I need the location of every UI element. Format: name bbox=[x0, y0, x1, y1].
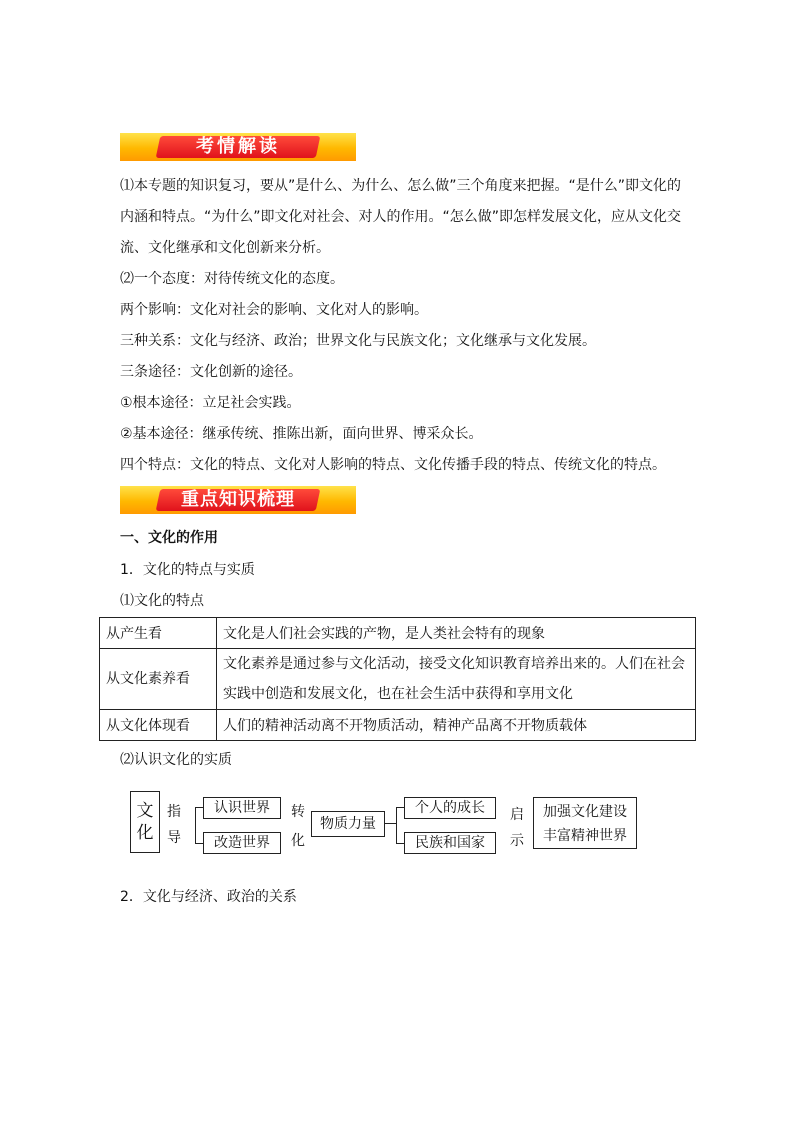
intro-line: 内涵和特点。“为什么”即文化对社会、对人的作用。“怎么做”即怎样发展文化，应从文化交 bbox=[120, 209, 682, 225]
connector-line bbox=[195, 807, 203, 808]
label-transform-bottom: 化 bbox=[291, 833, 305, 849]
subsection-heading: 1．文化的特点与实质 bbox=[120, 562, 255, 578]
diagram-box-know-world: 认识世界 bbox=[203, 797, 281, 819]
diagram-box-culture bbox=[130, 791, 160, 853]
intro-line: 三种关系：文化与经济、政治；世界文化与民族文化；文化继承与文化发展。 bbox=[120, 333, 596, 349]
diagram-result-line: 丰富精神世界 bbox=[543, 828, 627, 844]
banner-title: 考情解读 bbox=[196, 136, 280, 157]
banner-title: 重点知识梳理 bbox=[181, 489, 295, 510]
label-inspire-bottom: 示 bbox=[510, 833, 524, 849]
banner-key-knowledge bbox=[120, 486, 356, 514]
label-transform-top: 转 bbox=[291, 804, 305, 820]
diagram-box-change-world: 改造世界 bbox=[203, 832, 281, 854]
connector-line bbox=[195, 807, 196, 843]
table-cell-value: 人们的精神活动离不开物质活动，精神产品离不开物质载体 bbox=[217, 710, 696, 741]
connector-line bbox=[384, 823, 396, 824]
subsection-heading: ⑵认识文化的实质 bbox=[120, 752, 232, 768]
table-cell-line: 文化素养是通过参与文化活动，接受文化知识教育培养出来的。人们在社会 bbox=[223, 656, 685, 672]
diagram-char: 化 bbox=[136, 823, 154, 843]
table-cell-key: 从产生看 bbox=[100, 618, 217, 649]
culture-features-table bbox=[99, 617, 696, 741]
diagram-box-result bbox=[533, 797, 637, 849]
intro-line: ②基本途径：继承传统、推陈出新，面向世界、博采众长。 bbox=[120, 426, 483, 442]
diagram-char: 文 bbox=[136, 801, 154, 821]
intro-line: 四个特点：文化的特点、文化对人影响的特点、文化传播手段的特点、传统文化的特点。 bbox=[120, 457, 666, 473]
intro-line: ⑵一个态度：对待传统文化的态度。 bbox=[120, 271, 344, 287]
table-row bbox=[100, 618, 696, 649]
intro-line: ⑴本专题的知识复习，要从”是什么、为什么、怎么做”三个角度来把握。“是什么”即文化的 bbox=[120, 178, 682, 194]
label-inspire-top: 启 bbox=[510, 807, 524, 823]
intro-line: 流、文化继承和文化创新来分析。 bbox=[120, 240, 330, 256]
diagram-result-line: 加强文化建设 bbox=[543, 804, 627, 820]
banner-exam-analysis bbox=[120, 133, 356, 161]
label-guide-bottom: 导 bbox=[167, 830, 181, 846]
label-guide-top: 指 bbox=[167, 804, 181, 820]
table-cell-value bbox=[217, 649, 696, 710]
diagram-box-material-force: 物质力量 bbox=[311, 811, 385, 837]
diagram-box-personal-growth: 个人的成长 bbox=[404, 797, 496, 819]
subsection-heading: 2．文化与经济、政治的关系 bbox=[120, 889, 297, 905]
connector-line bbox=[396, 807, 397, 843]
connector-line bbox=[195, 843, 203, 844]
connector-line bbox=[396, 843, 404, 844]
connector-line bbox=[396, 807, 404, 808]
intro-line: ①根本途径：立足社会实践。 bbox=[120, 395, 301, 411]
table-row bbox=[100, 710, 696, 741]
intro-line: 三条途径：文化创新的途径。 bbox=[120, 364, 302, 380]
subsection-heading: ⑴文化的特点 bbox=[120, 593, 204, 609]
table-row bbox=[100, 649, 696, 710]
section-heading: 一、文化的作用 bbox=[120, 530, 218, 546]
table-cell-line: 实践中创造和发展文化，也在社会生活中获得和享用文化 bbox=[223, 686, 573, 702]
table-cell-value: 文化是人们社会实践的产物，是人类社会特有的现象 bbox=[217, 618, 696, 649]
diagram-box-nation-state: 民族和国家 bbox=[404, 832, 496, 854]
table-cell-key: 从文化体现看 bbox=[100, 710, 217, 741]
table-cell-key: 从文化素养看 bbox=[100, 649, 217, 710]
intro-line: 两个影响：文化对社会的影响、文化对人的影响。 bbox=[120, 302, 428, 318]
